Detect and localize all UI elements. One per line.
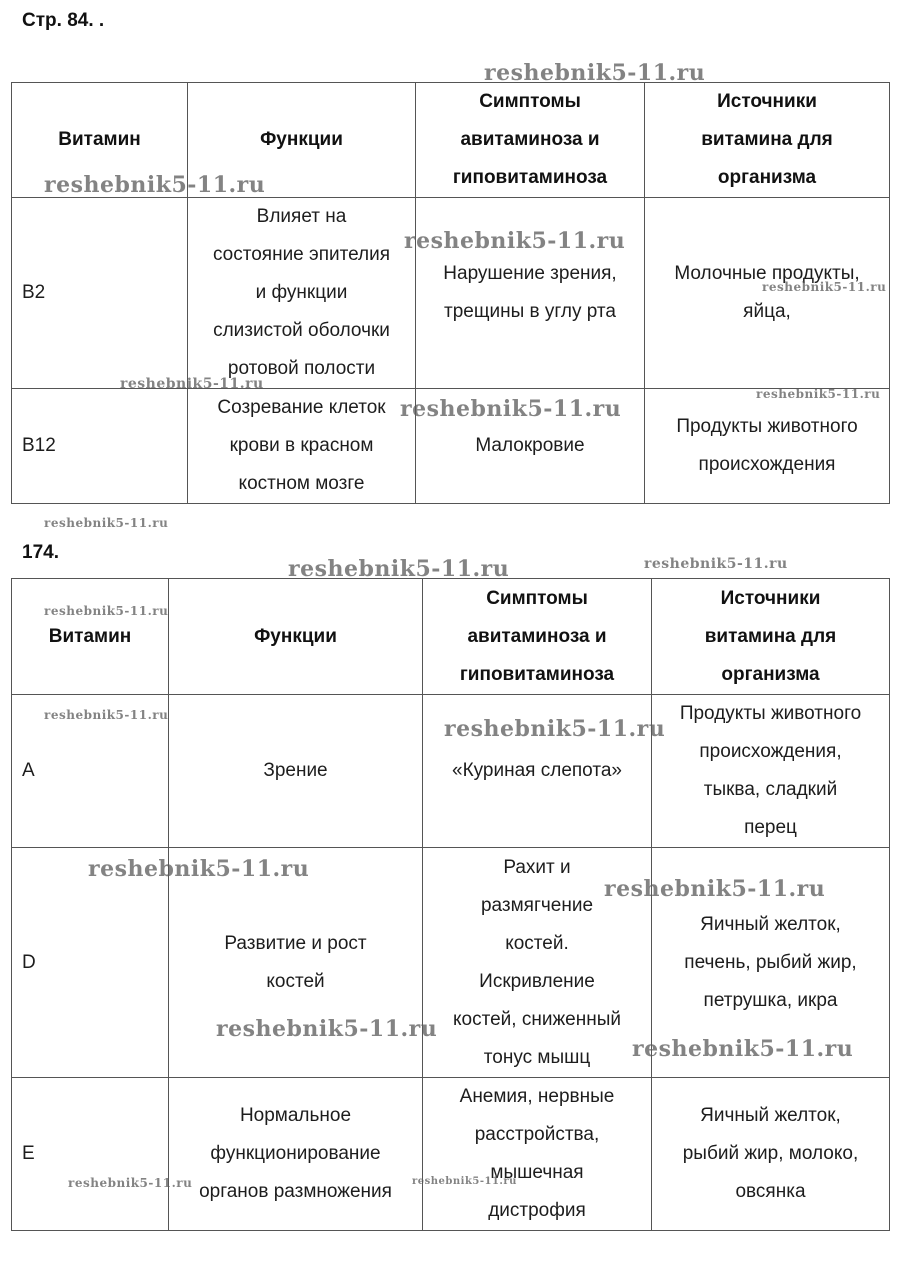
page-heading: Стр. 84. .	[22, 10, 105, 31]
watermark: reshebnik5-11.ru	[44, 516, 169, 530]
watermark: reshebnik5-11.ru	[288, 556, 510, 582]
sources-cell: Продукты животного происхождения, тыква, сладкий перец	[652, 695, 890, 848]
functions-cell: Зрение	[169, 695, 423, 848]
vitamin-table-2	[11, 578, 890, 1231]
table-row	[12, 198, 890, 389]
watermark: reshebnik5-11.ru	[756, 387, 881, 401]
sources-cell: Молочные продукты, яйца,	[645, 198, 890, 389]
watermark: reshebnik5-11.ru	[444, 716, 666, 742]
functions-cell: Созревание клеток крови в красном костном мозге	[188, 389, 416, 504]
symptoms-cell: Нарушение зрения, трещины в углу рта	[416, 198, 645, 389]
table-row	[12, 389, 890, 504]
watermark: reshebnik5-11.ru	[216, 1016, 438, 1042]
vitamin-name: D	[12, 848, 169, 1078]
vitamin-name: B12	[12, 389, 188, 504]
header-vitamin: Витамин	[12, 83, 188, 198]
symptoms-cell: Малокровие	[416, 389, 645, 504]
section-number: 174.	[22, 542, 59, 563]
watermark: reshebnik5-11.ru	[604, 876, 826, 902]
symptoms-cell: Анемия, нервные расстройства, мышечная дистрофия	[423, 1078, 652, 1231]
functions-cell: Влияет на состояние эпителия и функции слизистой оболочки ротовой полости	[188, 198, 416, 389]
symptoms-cell: «Куриная слепота»	[423, 695, 652, 848]
table-row	[12, 1078, 890, 1231]
watermark: reshebnik5-11.ru	[762, 280, 887, 294]
watermark: reshebnik5-11.ru	[644, 556, 788, 572]
watermark: reshebnik5-11.ru	[484, 60, 706, 86]
functions-cell: Нормальное функционирование органов размножения	[169, 1078, 423, 1231]
watermark: reshebnik5-11.ru	[88, 856, 310, 882]
table-header-row	[12, 83, 890, 198]
table-row	[12, 695, 890, 848]
watermark: reshebnik5-11.ru	[68, 1176, 193, 1190]
header-functions: Функции	[169, 579, 423, 695]
watermark: reshebnik5-11.ru	[404, 228, 626, 254]
vitamin-name: A	[12, 695, 169, 848]
sources-cell: Яичный желток, печень, рыбий жир, петрушка, икра	[652, 848, 890, 1078]
watermark: reshebnik5-11.ru	[44, 604, 169, 618]
watermark: reshebnik5-11.ru	[412, 1176, 517, 1187]
watermark: reshebnik5-11.ru	[44, 708, 169, 722]
watermark: reshebnik5-11.ru	[632, 1036, 854, 1062]
sources-cell: Яичный желток, рыбий жир, молоко, овсянка	[652, 1078, 890, 1231]
watermark: reshebnik5-11.ru	[400, 396, 622, 422]
symptoms-cell: Рахит и размягчение костей. Искривление костей, сниженный тонус мышц	[423, 848, 652, 1078]
header-sources: Источники витамина для организма	[645, 83, 890, 198]
header-functions: Функции	[188, 83, 416, 198]
header-symptoms: Симптомы авитаминоза и гиповитаминоза	[423, 579, 652, 695]
header-sources: Источники витамина для организма	[652, 579, 890, 695]
table-row	[12, 848, 890, 1078]
vitamin-name: B2	[12, 198, 188, 389]
table-header-row	[12, 579, 890, 695]
sources-cell: Продукты животного происхождения	[645, 389, 890, 504]
vitamin-name: E	[12, 1078, 169, 1231]
functions-cell: Развитие и рост костей	[169, 848, 423, 1078]
watermark: reshebnik5-11.ru	[44, 172, 266, 198]
watermark: reshebnik5-11.ru	[120, 376, 264, 392]
header-vitamin: Витамин	[12, 579, 169, 695]
vitamin-table-1	[11, 82, 890, 504]
header-symptoms: Симптомы авитаминоза и гиповитаминоза	[416, 83, 645, 198]
